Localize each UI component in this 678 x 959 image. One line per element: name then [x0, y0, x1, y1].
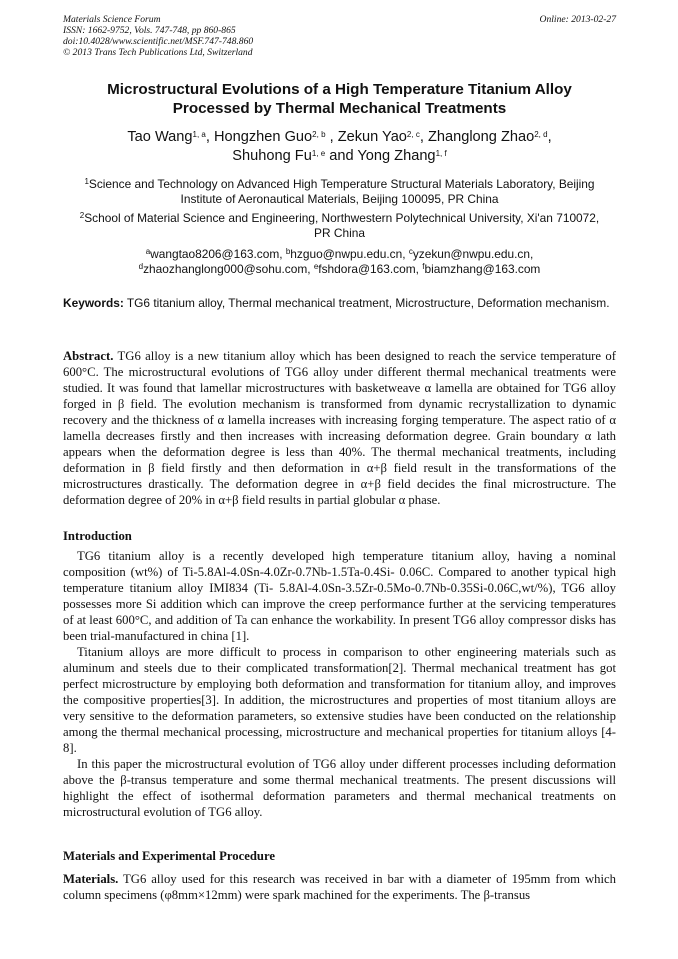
author-name: Tao Wang	[127, 129, 193, 145]
online-date: Online: 2013-02-27	[539, 14, 616, 25]
intro-paragraph: In this paper the microstructural evolution of TG6 alloy under different processes including deformation above the β-transus temperature and some thermal mechanical treatments. The present discussions will highlight the effect of isothermal deformation parameters and thermal mechanical treatments on microstructural evolution of TG6 alloy.	[63, 757, 616, 819]
copyright-line: © 2013 Trans Tech Publications Ltd, Switzerland	[63, 47, 253, 58]
title-line-1: Microstructural Evolutions of a High Temperature Titanium Alloy	[107, 81, 572, 98]
affiliation-line: PR China	[314, 226, 365, 240]
author-sep: ,	[205, 129, 214, 145]
email-sep: ,	[530, 247, 534, 261]
author-sep: ,	[419, 129, 428, 145]
affiliation-sup: 1	[84, 177, 89, 186]
introduction-heading: Introduction	[63, 529, 132, 543]
abstract	[63, 348, 616, 508]
affiliation-text: Science and Technology on Advanced High Temperature Structural Materials Laboratory, Beijing	[88, 177, 595, 191]
affiliation-line: Institute of Aeronautical Materials, Beijing 100095, PR China	[180, 192, 499, 206]
email-sup: c	[408, 247, 413, 256]
author-sup: 2, b	[312, 130, 326, 139]
email-sup: f	[422, 262, 425, 271]
materials-text: TG6 alloy used for this research was received in bar with a diameter of 195mm from which column specimens (φ8mm×12mm) were spark machined for the experiments. The β-transus	[63, 872, 616, 902]
author-sep: ,	[547, 129, 552, 145]
email-sep: ,	[307, 262, 314, 276]
intro-paragraph: Titanium alloys are more difficult to process in comparison to other engineering materials such as aluminum and steels due to their complicated transformation[2]. Thermal mechanical treatment has got perfect microstructure by employing both deformation and transformation for titanium alloy, and improves the compositive properties[3]. In addition, the microstructures and properties of most titanium alloys are very sensitive to the deformation parameters, so extensive studies have been conducted on the relationship among the thermal mechanical processing, microstructure and mechanical properties for titanium alloys [4-8].	[63, 645, 616, 755]
author-line-1	[63, 128, 616, 147]
email-line-1	[63, 247, 616, 262]
keywords-label: Keywords:	[63, 296, 124, 310]
journal-name: Materials Science Forum	[63, 14, 161, 25]
email-line-2	[63, 262, 616, 277]
email-address: fshdora@163.com	[318, 262, 416, 276]
email-sup: d	[138, 262, 144, 271]
affiliation-line	[63, 211, 616, 226]
author-sup: 1, e	[311, 149, 326, 158]
email-list	[63, 247, 616, 277]
email-sep: ,	[402, 247, 409, 261]
intro-paragraph: TG6 titanium alloy is a recently developed high temperature titanium alloy, having a nominal composition (wt%) of Ti-5.8Al-4.0Sn-4.0Zr-0.7Nb-1.5Ta-0.4Si- 0.06C. Compared to another typical high temperature titanium alloy IMI834 (Ti- 5.8Al-4.0Sn-3.5Zr-0.5Mo-0.7Nb-0.35Si-0.06C,wt/%), TG6 alloy possesses more Si addition which can improve the creep performance further at the servicing temperatures of at least 600°C, and addition of Ta can enhance the workability. In present TG6 alloy compressor disks has been trial-manufactured in china [1].	[63, 549, 616, 643]
paper-title	[63, 80, 616, 118]
materials-paragraph	[63, 871, 616, 903]
author-name: Shuhong Fu	[232, 148, 312, 164]
keywords-text: TG6 titanium alloy, Thermal mechanical treatment, Microstructure, Deformation mechanism.	[123, 296, 610, 310]
author-sup: 1, f	[435, 149, 447, 158]
email-address: hzguo@nwpu.edu.cn	[290, 247, 403, 261]
author-line-2	[63, 147, 616, 166]
materials-heading: Materials and Experimental Procedure	[63, 849, 276, 863]
email-address: zhaozhanglong000@sohu.com	[143, 262, 308, 276]
doi-line: doi:10.4028/www.scientific.net/MSF.747-748.860	[63, 36, 254, 47]
affiliation-sup: 2	[79, 211, 85, 220]
email-sup: a	[145, 247, 151, 256]
running-header	[63, 14, 616, 58]
author-name: Zekun Yao	[337, 129, 407, 145]
author-sep: and	[325, 148, 358, 164]
title-line-2: Processed by Thermal Mechanical Treatments	[172, 100, 507, 117]
affiliation-1	[63, 177, 616, 207]
author-name: Hongzhen Guo	[213, 129, 313, 145]
issn-line: ISSN: 1662-9752, Vols. 747-748, pp 860-865	[63, 25, 236, 36]
abstract-label: Abstract.	[63, 349, 114, 363]
author-name: Yong Zhang	[357, 148, 436, 164]
email-sup: e	[313, 262, 319, 271]
keywords	[63, 296, 616, 311]
email-sep: ,	[279, 247, 286, 261]
author-list	[63, 128, 616, 166]
abstract-text: TG6 alloy is a new titanium alloy which has been designed to reach the service temperature of 600°C. The microstructural evolutions of TG6 alloy under different thermal mechanical treatments were studied. It was found that lamellar microstructures with basketweave α lamella are obtained for TG6 alloy forged in β field. The evolution mechanism is transformed from dynamic recrystallization to dynamic recovery and the thickness of α lamella increases with increasing forging temperature. The aspect ratio of α lamella decreases firstly and then increases with increasing deformation degree. Grain boundary α lath appears when the deformation degree is less than 40%. The thermal mechanical treatments, including deformation in β field firstly and then deformation in α+β field result in the transformations of the microstructures drastically. The deformation degree in α+β field decides the final microstructure. The deformation degree of 20% in α+β field results in partial globular α phase.	[63, 349, 616, 507]
email-sep: ,	[415, 262, 423, 276]
email-address: yzekun@nwpu.edu.cn	[412, 247, 530, 261]
author-sep: ,	[325, 129, 338, 145]
affiliation-2	[63, 211, 616, 241]
affiliation-text: School of Material Science and Engineering, Northwestern Polytechnical University, Xi'an 710072,	[84, 211, 600, 225]
author-sup: 2, d	[534, 130, 548, 139]
author-name: Zhanglong Zhao	[427, 129, 535, 145]
author-sup: 2, c	[406, 130, 420, 139]
materials-label: Materials.	[63, 872, 119, 886]
email-address: biamzhang@163.com	[424, 262, 541, 276]
author-sup: 1, a	[192, 130, 206, 139]
email-sup: b	[285, 247, 291, 256]
introduction-body	[63, 548, 616, 820]
email-address: wangtao8206@163.com	[150, 247, 280, 261]
affiliation-line	[63, 177, 616, 192]
